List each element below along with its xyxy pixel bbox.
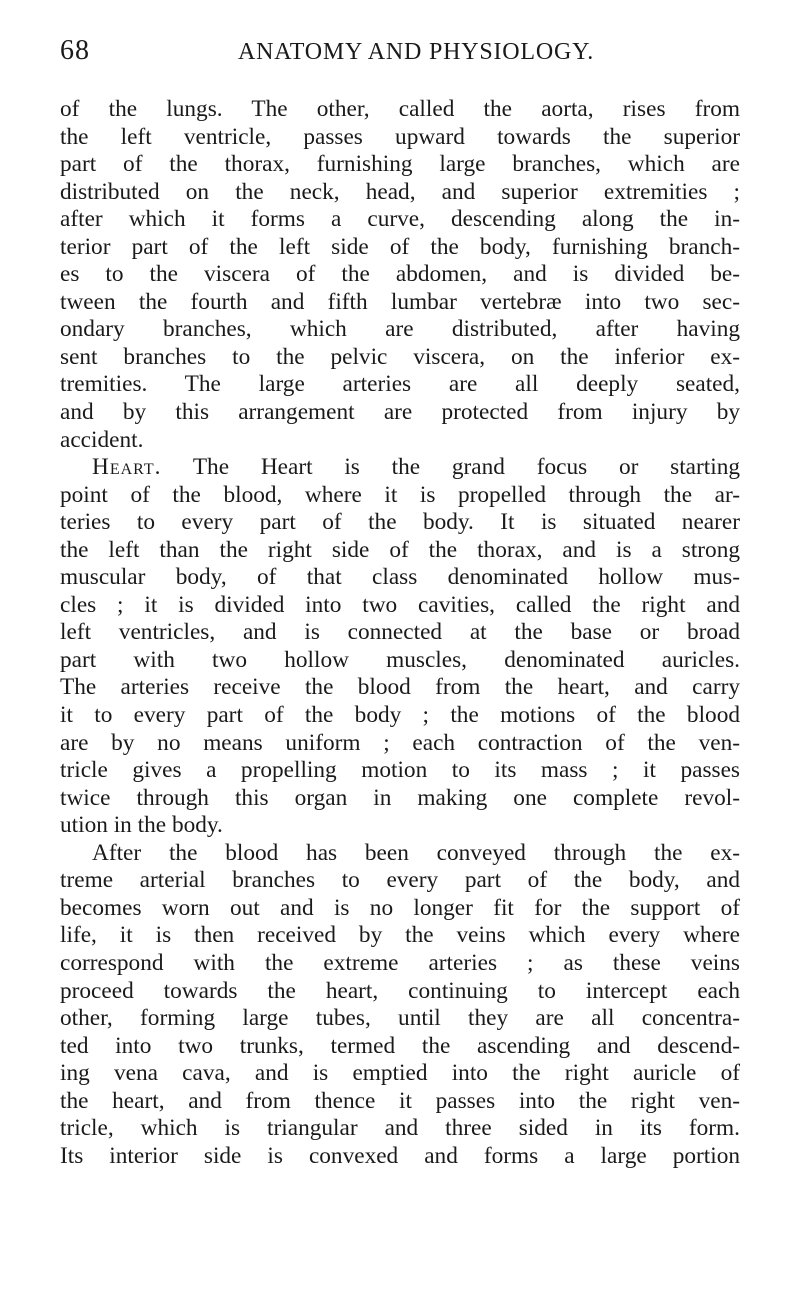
text-line: life, it is then received by the veins which every where bbox=[60, 922, 740, 949]
text-line: the left than the right side of the thorax, and is a strong bbox=[60, 536, 740, 563]
page-number: 68 bbox=[60, 35, 90, 66]
text-line: treme arterial branches to every part of the body, and bbox=[60, 867, 740, 894]
text-line: correspond with the extreme arteries ; as these veins bbox=[60, 949, 740, 976]
text-line: teries to every part of the body. It is situated nearer bbox=[60, 509, 740, 536]
running-head bbox=[60, 36, 740, 66]
text-line: Its interior side is convexed and forms a large portion bbox=[60, 1142, 740, 1169]
text-line: twice through this organ in making one complete revol- bbox=[60, 784, 740, 811]
text-line: and by this arrangement are protected from injury by bbox=[60, 399, 740, 426]
text-line: left ventricles, and is connected at the base or broad bbox=[60, 619, 740, 646]
text-line: tricle gives a propelling motion to its mass ; it passes bbox=[60, 757, 740, 784]
text-line: muscular body, of that class denominated hollow mus- bbox=[60, 564, 740, 591]
running-title: ANATOMY AND PHYSIOLOGY. bbox=[238, 39, 594, 65]
text-line: after which it forms a curve, descending along the in- bbox=[60, 206, 740, 233]
text-line: sent branches to the pelvic viscera, on the inferior ex- bbox=[60, 343, 740, 370]
heart-paragraph-first-line bbox=[60, 454, 740, 482]
text-line: ted into two trunks, termed the ascending and descend- bbox=[60, 1032, 740, 1059]
text-line: accident. bbox=[60, 426, 144, 453]
text-line: tricle, which is triangular and three sided in its form. bbox=[60, 1115, 740, 1142]
text-line: it to every part of the body ; the motions of the blood bbox=[60, 702, 740, 729]
text-line: the heart, and from thence it passes into the right ven- bbox=[60, 1087, 740, 1114]
text-line: After the blood has been conveyed through the ex- bbox=[92, 839, 740, 866]
text-line: of the lungs. The other, called the aorta, rises from bbox=[60, 96, 740, 122]
text-line: The Heart is the grand focus or starting bbox=[192, 454, 741, 481]
text-line: The arteries receive the blood from the heart, and carry bbox=[60, 674, 740, 701]
text-line: part of the thorax, furnishing large branches, which are bbox=[60, 151, 740, 178]
section-heading-heart: Heart. bbox=[92, 454, 162, 481]
text-line: terior part of the left side of the body, furnishing branch- bbox=[60, 233, 740, 260]
text-line: ing vena cava, and is emptied into the right auricle of bbox=[60, 1060, 740, 1087]
text-line: the left ventricle, passes upward towards the superior bbox=[60, 123, 740, 150]
text-line: becomes worn out and is no longer fit for the support of bbox=[60, 894, 740, 921]
text-line: tween the fourth and fifth lumbar vertebræ into two sec- bbox=[60, 288, 740, 315]
text-line: other, forming large tubes, until they are all concentra- bbox=[60, 1005, 740, 1032]
text-line: part with two hollow muscles, denominated auricles. bbox=[60, 646, 740, 673]
body-text bbox=[60, 96, 740, 1170]
text-line: es to the viscera of the abdomen, and is divided be- bbox=[60, 261, 740, 288]
text-line: cles ; it is divided into two cavities, called the right and bbox=[60, 591, 740, 618]
text-line: ution in the body. bbox=[60, 812, 223, 839]
text-line: are by no means uniform ; each contraction of the ven- bbox=[60, 729, 740, 756]
text-line: ondary branches, which are distributed, after having bbox=[60, 316, 740, 343]
text-line: distributed on the neck, head, and superior extremities ; bbox=[60, 178, 740, 205]
text-line: point of the blood, where it is propelled through the ar- bbox=[60, 481, 740, 508]
text-line: tremities. The large arteries are all deeply seated, bbox=[60, 371, 740, 398]
text-line: proceed towards the heart, continuing to intercept each bbox=[60, 977, 740, 1004]
